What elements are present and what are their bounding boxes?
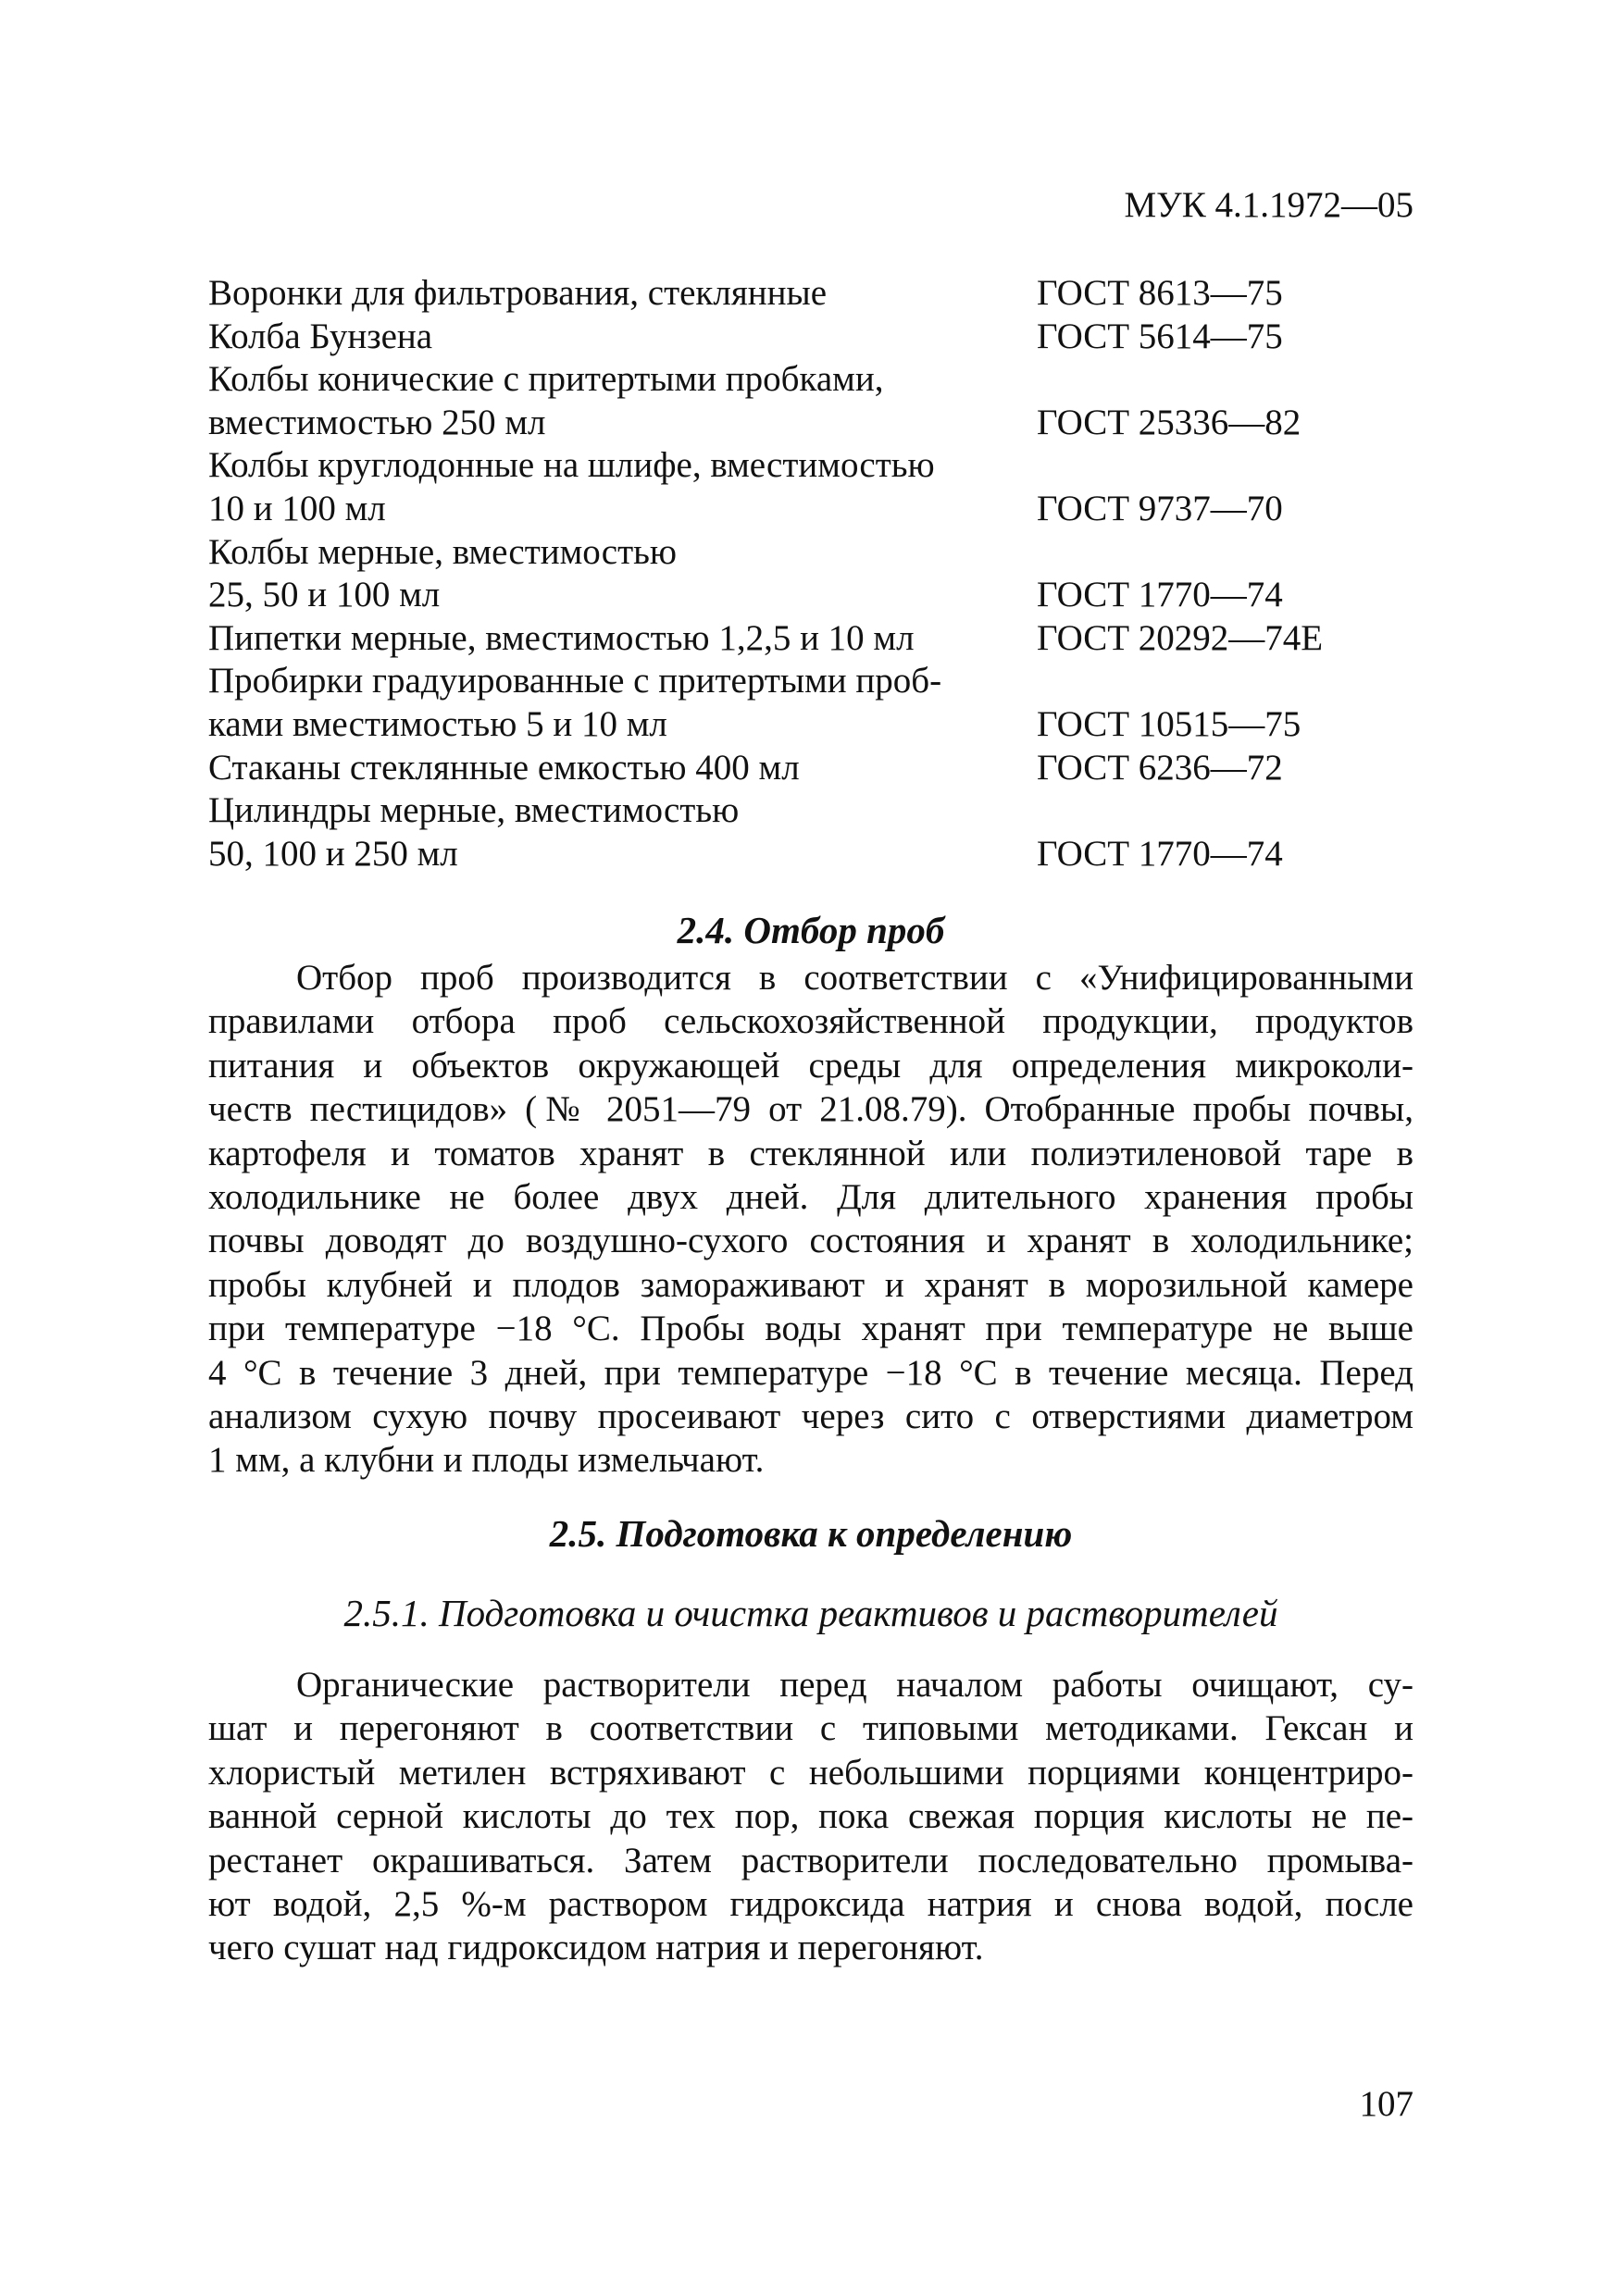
paragraph-line: анализом сухую почву просеивают через сито с отверстиями диаметром — [208, 1396, 1414, 1437]
equipment-name-line: 25, 50 и 100 мл — [208, 575, 441, 615]
equipment-item — [208, 358, 1412, 444]
paragraph-line: питания и объектов окружающей среды для определения микроколи- — [208, 1045, 1414, 1086]
equipment-name-line: Колбы мерные, вместимостью — [208, 531, 678, 572]
paragraph-line: Органические растворители перед началом работы очищают, су- — [296, 1665, 1414, 1705]
paragraph-line: рестанет окрашиваться. Затем растворители последовательно промыва- — [208, 1840, 1414, 1880]
equipment-name-line: Стаканы стеклянные емкостью 400 мл — [208, 747, 800, 788]
paragraph-line: ванной серной кислоты до тех пор, пока свежая порция кислоты не пе- — [208, 1796, 1414, 1837]
paragraph-line: ют водой, 2,5 %-м раствором гидроксида натрия и снова водой, после — [208, 1884, 1414, 1925]
paragraph-sampling — [208, 956, 1414, 1483]
equipment-name-line: Колба Бунзена — [208, 316, 433, 356]
paragraph-line: картофеля и томатов хранят в стеклянной или полиэтиленовой таре в — [208, 1133, 1414, 1173]
section-heading-sampling: 2.4. Отбор проб — [677, 909, 945, 951]
equipment-name-line: Цилиндры мерные, вместимостью — [208, 790, 740, 831]
equipment-name-line: Колбы круглодонные на шлифе, вместимостью — [208, 445, 935, 486]
equipment-name — [208, 358, 1037, 444]
paragraph-line: честв пестицидов» (№ 2051—79 от 21.08.79). Отобранные пробы почвы, — [208, 1089, 1414, 1130]
equipment-name-line: 50, 100 и 250 мл — [208, 833, 458, 874]
equipment-standard: ГОСТ 8613—75 — [1037, 273, 1283, 313]
document-code: МУК 4.1.1972—05 — [1124, 185, 1414, 225]
paragraph-line: хлористый метилен встряхивают с небольшими порциями концентриро- — [208, 1752, 1414, 1793]
paragraph-reagents — [208, 1663, 1414, 1970]
paragraph-line: холодильнике не более двух дней. Для длительного хранения пробы — [208, 1177, 1414, 1218]
equipment-name — [208, 747, 1037, 790]
equipment-standard: ГОСТ 25336—82 — [1037, 402, 1301, 442]
paragraph-line: почвы доводят до воздушно-сухого состояния и хранят в холодильнике; — [208, 1221, 1414, 1261]
equipment-item — [208, 316, 1412, 359]
section-heading-preparation: 2.5. Подготовка к определению — [549, 1512, 1073, 1555]
equipment-name-line: Воронки для фильтрования, стеклянные — [208, 273, 828, 313]
equipment-name-line: Пипетки мерные, вместимостью 1,2,5 и 10 мл — [208, 617, 915, 658]
equipment-name — [208, 660, 1037, 746]
equipment-name-line: 10 и 100 мл — [208, 488, 386, 528]
equipment-name — [208, 272, 1037, 316]
equipment-item — [208, 747, 1412, 790]
equipment-name-line: Пробирки градуированные с притертыми проб- — [208, 661, 942, 701]
equipment-list — [208, 272, 1412, 875]
equipment-name — [208, 789, 1037, 875]
paragraph-line: чего сушат над гидроксидом натрия и перегоняют. — [208, 1928, 984, 1968]
equipment-name — [208, 617, 1037, 661]
paragraph-line: правилами отбора проб сельскохозяйственной продукции, продуктов — [208, 1001, 1414, 1042]
paragraph-line: при температуре −18 °С. Пробы воды хранят при температуре не выше — [208, 1309, 1414, 1349]
equipment-standard: ГОСТ 9737—70 — [1037, 488, 1283, 528]
paragraph-line: пробы клубней и плодов замораживают и хранят в морозильной камере — [208, 1264, 1414, 1305]
equipment-item — [208, 444, 1412, 530]
equipment-standard: ГОСТ 1770—74 — [1037, 575, 1283, 615]
equipment-item — [208, 272, 1412, 316]
equipment-item — [208, 617, 1412, 661]
equipment-name-line: Колбы конические с притертыми пробками, — [208, 359, 884, 400]
equipment-name — [208, 444, 1037, 530]
equipment-standard: ГОСТ 20292—74Е — [1037, 617, 1324, 658]
subsection-heading-reagents: 2.5.1. Подготовка и очистка реактивов и растворителей — [343, 1592, 1278, 1634]
equipment-standard: ГОСТ 6236—72 — [1037, 747, 1283, 788]
equipment-name — [208, 531, 1037, 617]
equipment-name-line: вместимостью 250 мл — [208, 402, 546, 442]
equipment-item — [208, 531, 1412, 617]
paragraph-line: 1 мм, а клубни и плоды измельчают. — [208, 1440, 765, 1481]
equipment-name — [208, 316, 1037, 359]
equipment-item — [208, 660, 1412, 746]
equipment-standard: ГОСТ 1770—74 — [1037, 833, 1283, 874]
equipment-standard: ГОСТ 10515—75 — [1037, 703, 1301, 744]
equipment-item — [208, 789, 1412, 875]
equipment-name-line: ками вместимостью 5 и 10 мл — [208, 703, 667, 744]
page-number: 107 — [1359, 2084, 1414, 2124]
paragraph-line: Отбор проб производится в соответствии с «Унифицированными — [296, 958, 1414, 998]
paragraph-line: 4 °С в течение 3 дней, при температуре −18 °С в течение месяца. Перед — [208, 1352, 1414, 1393]
equipment-standard: ГОСТ 5614—75 — [1037, 316, 1283, 356]
paragraph-line: шат и перегоняют в соответствии с типовыми методиками. Гексан и — [208, 1708, 1414, 1749]
